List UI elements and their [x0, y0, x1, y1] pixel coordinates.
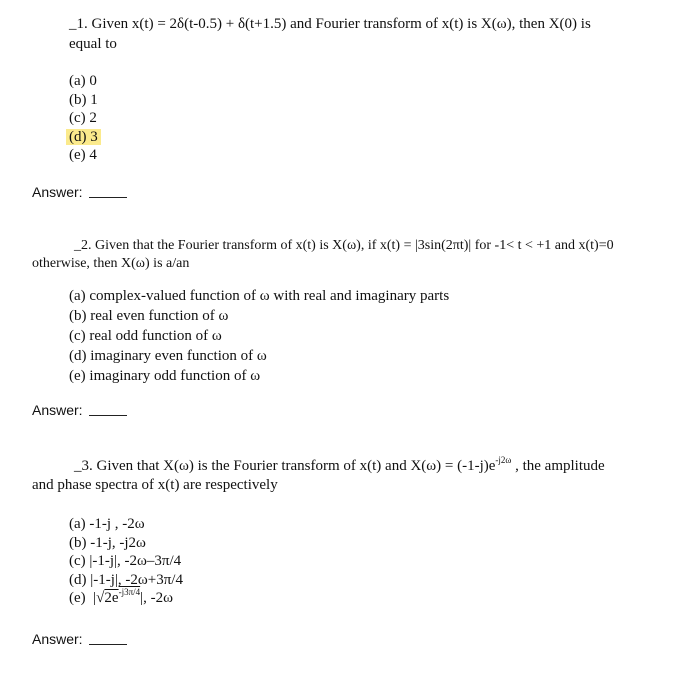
q3-option-e-radical: |√ [93, 590, 105, 606]
q3-answer [32, 631, 127, 647]
q2-options [69, 286, 449, 386]
q1-answer-label: Answer: [32, 184, 83, 200]
q2-option-b: (b) real even function of ω [69, 308, 229, 324]
q3-prompt-text: _3. Given that X(ω) is the Fourier transform of x(t) and X(ω) = (-1-j)e [74, 458, 496, 474]
q1-prompt-text: 1. Given x(t) = 2δ(t-0.5) + δ(t+1.5) and Fourier transform of x(t) is X(ω), then X(0) is [76, 16, 591, 32]
q3-exponent: -j2ω [495, 455, 512, 465]
q1-option-b: (b) 1 [69, 91, 98, 108]
q3-option-e-radicand [104, 587, 141, 606]
q3-prompt-line2: and phase spectra of x(t) are respectively [32, 477, 278, 493]
q3-option-e [69, 589, 183, 608]
q3-option-e-exponent: -j3π/4 [118, 587, 141, 597]
q3-option-e-base: 2e [104, 590, 119, 606]
q3-option-c: (c) |-1-j|, -2ω–3π/4 [69, 553, 182, 569]
q3-option-e-label: (e) [69, 590, 86, 606]
q2-option-a: (a) complex-valued function of ω with real and imaginary parts [69, 288, 450, 304]
q2-option-e: (e) imaginary odd function of ω [69, 368, 261, 384]
q1-prompt-line2: equal to [69, 36, 117, 52]
q3-prompt-tail: , the amplitude [511, 458, 605, 474]
q1-blank-prefix: _ [69, 16, 77, 32]
q1-prompt-line1 [69, 16, 591, 33]
q3-option-b: (b) -1-j, -j2ω [69, 534, 146, 551]
q2-option-c: (c) real odd function of ω [69, 328, 222, 344]
q2-prompt-line1: _2. Given that the Fourier transform of x(t) is X(ω), if x(t) = |3sin(2πt)| for -1< t < +1 and x(t)=0 [74, 238, 614, 253]
q1-options [69, 72, 101, 165]
q2-answer-blank[interactable] [89, 415, 127, 416]
q2-answer [32, 402, 127, 418]
q1-answer-blank[interactable] [89, 197, 127, 198]
q1-answer [32, 184, 127, 200]
q1-option-c: (c) 2 [69, 110, 97, 126]
q3-option-a: (a) -1-j , -2ω [69, 516, 145, 532]
q3-answer-blank[interactable] [89, 644, 127, 645]
q3-options [69, 515, 183, 608]
q1-option-a: (a) 0 [69, 73, 97, 89]
q3-prompt-line1 [74, 455, 605, 475]
q2-prompt-line2: otherwise, then X(ω) is a/an [32, 256, 190, 271]
q1-option-d-highlighted: (d) 3 [66, 129, 101, 145]
q2-answer-label: Answer: [32, 402, 83, 418]
q2-option-d: (d) imaginary even function of ω [69, 348, 267, 364]
q3-option-d: (d) |-1-j|, -2ω+3π/4 [69, 571, 183, 588]
q3-option-e-tail: |, -2ω [140, 590, 173, 606]
q1-option-e: (e) 4 [69, 147, 97, 163]
q3-answer-label: Answer: [32, 631, 83, 647]
